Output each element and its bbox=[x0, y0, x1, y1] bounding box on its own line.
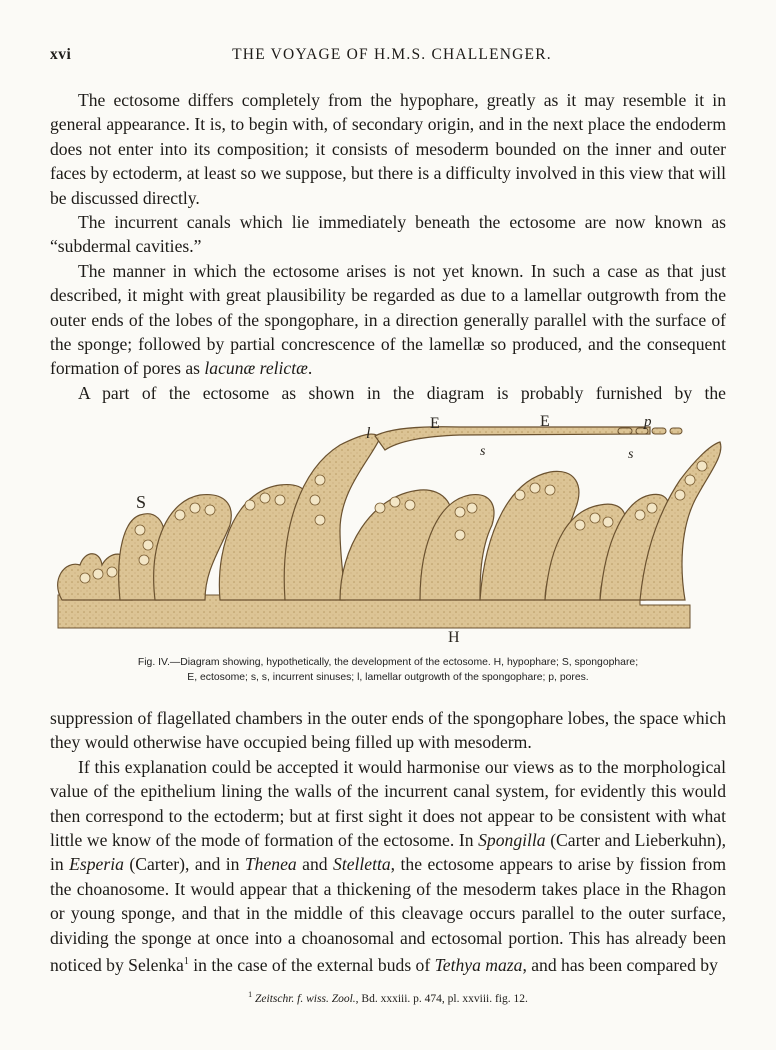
footnote-citation: , Bd. xxxiii. p. 474, pl. xxviii. fig. 12. bbox=[355, 992, 528, 1005]
spongophare-lobes bbox=[58, 434, 721, 600]
paragraph-manner-text: The manner in which the ectosome arises is not yet known. In such a case as that just described, it might with great plausibility be regarded as due to a lamellar outgrowth from the outer ends of the lobes of the spongophare, in a direction generally parallel with the surface of the sponge; followed by partial concrescence of the lamellæ so produced, and the consequent formation of pores as bbox=[50, 260, 726, 379]
paragraph-manner-end: . bbox=[307, 358, 313, 379]
explanation-text-g: , and has been compared by bbox=[522, 954, 718, 975]
spongilla-term: Spongilla bbox=[478, 830, 546, 851]
label-s-2: s bbox=[628, 447, 634, 462]
caption-line-2: E, ectosome; s, s, incurrent sinuses; l, lamellar outgrowth of the spongophare; p, pores. bbox=[187, 672, 589, 683]
page-number: xvi bbox=[50, 46, 72, 63]
label-E-1: E bbox=[430, 415, 440, 432]
top-text-block bbox=[50, 88, 726, 405]
explanation-text-d: and bbox=[296, 854, 334, 875]
paragraph-incurrent-canals: The incurrent canals which lie immediately beneath the ectosome are now known as “subdermal cavities.” bbox=[50, 212, 726, 257]
label-s-1: s bbox=[480, 444, 486, 459]
footnote bbox=[50, 990, 726, 1005]
stelletta-term: Stelletta bbox=[333, 854, 391, 875]
running-title: THE VOYAGE OF H.M.S. CHALLENGER. bbox=[232, 46, 552, 63]
footnote-journal: Zeitschr. f. wiss. Zool. bbox=[255, 992, 356, 1005]
explanation-text-f: in the case of the external buds of bbox=[188, 954, 435, 975]
explanation-text-a: If this explanation could be accepted it would harmonise our views as to the morphological value of the epithelium lining the walls of the incurrent canal system, for evidently this would then correspond to the ectoderm; but at first sight it does not appear to be consistent with what little we know of the mode of formation of the ectosome. In bbox=[50, 756, 726, 851]
thenea-term: Thenea bbox=[244, 854, 297, 875]
label-l: l bbox=[366, 425, 371, 442]
footnote-ref: 1 bbox=[183, 956, 189, 968]
explanation-text-b: (Carter and Lieberkuhn), in bbox=[50, 830, 726, 875]
ectosome-diagram bbox=[40, 400, 740, 650]
esperia-term: Esperia bbox=[69, 854, 124, 875]
ectosome bbox=[375, 427, 650, 450]
running-header bbox=[50, 46, 734, 68]
footnote-mark: 1 bbox=[248, 990, 253, 999]
paragraph-suppression: suppression of flagellated chambers in the outer ends of the spongophare lobes, the space which they would otherwise have occupied being filled up with mesoderm. bbox=[50, 708, 726, 753]
label-S: S bbox=[136, 492, 147, 512]
paragraph-explanation bbox=[50, 755, 726, 978]
label-H: H bbox=[448, 629, 460, 646]
figure-caption bbox=[50, 655, 726, 685]
paragraph-diagram-intro: A part of the ectosome as shown in the diagram is probably furnished by the bbox=[78, 382, 726, 403]
bottom-text-block bbox=[50, 706, 726, 977]
explanation-text-c: (Carter), and in bbox=[123, 854, 245, 875]
label-p: p bbox=[644, 414, 652, 430]
paragraph-manner bbox=[50, 259, 726, 381]
lacunae-relictae-term: lacunæ relictæ bbox=[204, 358, 308, 379]
caption-line-1: Fig. IV.—Diagram showing, hypothetically, the development of the ectosome. H, hypophare; S, spongophare; bbox=[137, 657, 639, 668]
explanation-text-e: , the ectosome appears to arise by fission from the choanosome. It would appear that a thickening of the mesoderm takes place in the Rhagon or young sponge, and that in the middle of this cleavage occurs parallel to the outer surface, dividing the sponge at once into a choanosomal and ectosomal portion. This has already been noticed by Selenka bbox=[50, 854, 727, 975]
tethya-maza-term: Tethya maza bbox=[434, 954, 523, 975]
label-E-2: E bbox=[540, 413, 550, 430]
paragraph-ectosome: The ectosome differs completely from the hypophare, greatly as it may resemble it in general appearance. It is, to begin with, of secondary origin, and in the next place the endoderm does not enter into its composition; it consists of mesoderm bounded on the inner and outer faces by ectoderm, at least so we suppose, but there is a difficulty involved in this view that will be discussed directly. bbox=[50, 90, 726, 208]
